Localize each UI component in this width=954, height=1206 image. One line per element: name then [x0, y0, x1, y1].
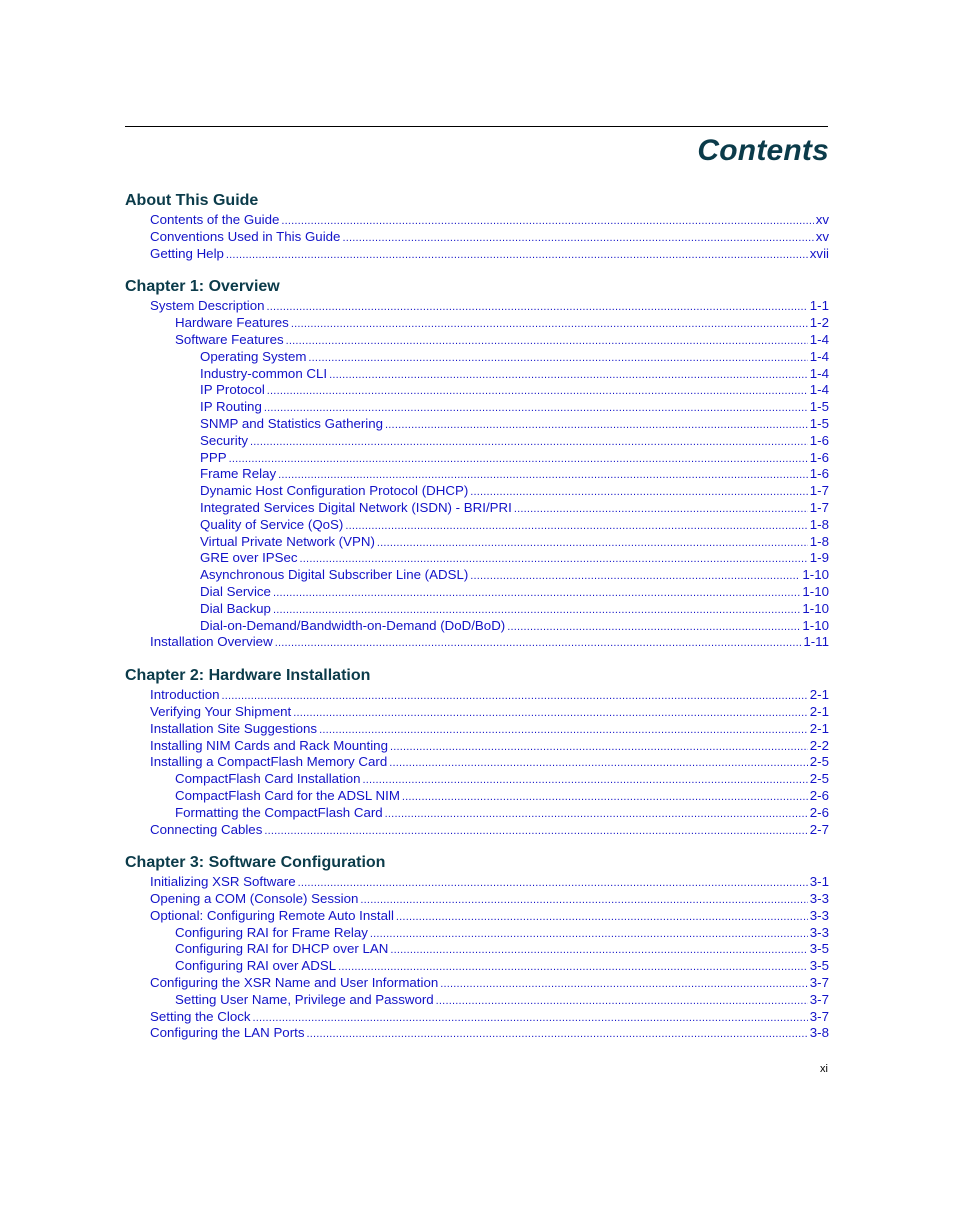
dot-leader [470, 568, 800, 584]
toc-entry-page[interactable]: 3-3 [809, 907, 829, 923]
dot-leader [278, 467, 808, 483]
dot-leader [291, 316, 808, 332]
dot-leader [396, 909, 808, 925]
toc-entry-title[interactable]: Security [200, 432, 249, 448]
dot-leader [402, 789, 808, 805]
toc-entry[interactable] [125, 941, 829, 958]
toc-entry-title[interactable]: Configuring the LAN Ports [150, 1025, 305, 1041]
toc-entry-page[interactable]: 1-11 [803, 634, 829, 650]
toc-entry-page[interactable]: 1-1 [809, 298, 829, 314]
toc-entry[interactable] [125, 788, 829, 805]
toc-entry-title[interactable]: CompactFlash Card Installation [175, 771, 361, 787]
toc-entry-page[interactable]: 2-5 [809, 754, 829, 770]
toc-entry[interactable] [125, 874, 829, 891]
toc-entry-page[interactable]: 1-8 [809, 516, 829, 532]
toc-entry-page[interactable]: 1-6 [809, 449, 829, 465]
page-number: xi [820, 1063, 828, 1075]
toc-entry-title[interactable]: Industry-common CLI [200, 365, 328, 381]
dot-leader [377, 535, 808, 551]
toc-entry[interactable] [125, 246, 829, 263]
toc-entry-page[interactable]: 2-5 [809, 771, 829, 787]
toc-entry[interactable] [125, 550, 829, 567]
toc-entry-title[interactable]: Installing a CompactFlash Memory Card [150, 754, 388, 770]
toc-entry-page[interactable]: 2-6 [809, 804, 829, 820]
toc-entry-title[interactable]: IP Protocol [200, 382, 265, 398]
toc-entry-title[interactable]: Setting the Clock [150, 1008, 251, 1024]
toc-entry-title[interactable]: Hardware Features [175, 315, 289, 331]
toc-entry-title[interactable]: System Description [150, 298, 265, 314]
dot-leader [389, 755, 808, 771]
toc-entry[interactable] [125, 805, 829, 822]
dot-leader [273, 602, 800, 618]
dot-leader [306, 1026, 807, 1042]
dot-leader [390, 739, 808, 755]
toc-entry-page[interactable]: 3-3 [809, 891, 829, 907]
page-title: Contents [697, 134, 829, 167]
dot-leader [267, 383, 808, 399]
dot-leader [264, 823, 807, 839]
toc-entry[interactable] [125, 517, 829, 534]
toc-entry[interactable] [125, 992, 829, 1009]
toc-entry-page[interactable]: 2-1 [809, 687, 829, 703]
toc-entry-page[interactable]: xvii [809, 245, 829, 261]
toc-entry-title[interactable]: Configuring RAI for Frame Relay [175, 924, 368, 940]
dot-leader [267, 299, 808, 315]
toc-entry[interactable] [125, 567, 829, 584]
dot-leader [226, 247, 808, 263]
toc-entry-page[interactable]: 3-8 [809, 1025, 829, 1041]
toc-entry-title[interactable]: Quality of Service (QoS) [200, 516, 344, 532]
dot-leader [514, 501, 808, 517]
dot-leader [436, 993, 808, 1009]
toc-entry-page[interactable]: 3-7 [809, 991, 829, 1007]
toc-entry-title[interactable]: Dial Backup [200, 600, 271, 616]
toc-entry[interactable] [125, 229, 829, 246]
toc-entry-title[interactable]: Setting User Name, Privilege and Password [175, 991, 434, 1007]
toc-entry[interactable] [125, 534, 829, 551]
toc-entry-title[interactable]: Installation Site Suggestions [150, 720, 318, 736]
toc-entry[interactable] [125, 466, 829, 483]
section-heading: Chapter 1: Overview [125, 278, 280, 296]
toc-entry-page[interactable]: 1-2 [809, 315, 829, 331]
toc-entry-page[interactable]: 2-1 [809, 720, 829, 736]
toc-entry-title[interactable]: Installation Overview [150, 634, 273, 650]
toc-entry[interactable] [125, 450, 829, 467]
toc-entry[interactable] [125, 349, 829, 366]
toc-entry[interactable] [125, 908, 829, 925]
toc-entry-title[interactable]: Formatting the CompactFlash Card [175, 804, 383, 820]
toc-entry[interactable] [125, 500, 829, 517]
toc-entry[interactable] [125, 584, 829, 601]
toc-entry-page[interactable]: xv [815, 212, 829, 227]
toc-entry-title[interactable]: Configuring the XSR Name and User Information [150, 975, 439, 991]
toc-entry-page[interactable]: 1-10 [802, 617, 829, 633]
toc-entry-page[interactable]: 1-4 [809, 382, 829, 398]
toc-entry-page[interactable]: 2-1 [809, 703, 829, 719]
dot-leader [360, 892, 807, 908]
toc-entry-title[interactable]: Getting Help [150, 245, 224, 261]
dot-leader [390, 942, 807, 958]
toc-entry-page[interactable]: xv [815, 228, 829, 244]
table-of-contents [125, 190, 829, 1042]
toc-entry-title[interactable]: Initializing XSR Software [150, 874, 296, 890]
toc-entry[interactable] [125, 332, 829, 349]
toc-entry[interactable] [125, 958, 829, 975]
toc-entry-title[interactable]: Virtual Private Network (VPN) [200, 533, 375, 549]
dot-leader [308, 350, 807, 366]
toc-entry[interactable] [125, 771, 829, 788]
toc-entry-page[interactable]: 1-4 [809, 331, 829, 347]
toc-entry-page[interactable]: 1-6 [809, 432, 829, 448]
dot-leader [298, 875, 808, 891]
toc-entry[interactable] [125, 975, 829, 992]
dot-leader [507, 619, 800, 635]
toc-entry-page[interactable]: 1-10 [802, 567, 829, 583]
dot-leader [250, 434, 808, 450]
dot-leader [342, 230, 813, 246]
dot-leader [338, 959, 808, 975]
toc-entry-page[interactable]: 3-1 [809, 874, 829, 890]
toc-entry-page[interactable]: 2-2 [809, 737, 829, 753]
toc-entry-title[interactable]: Dial-on-Demand/Bandwidth-on-Demand (DoD/BoD) [200, 617, 506, 633]
toc-entry-title[interactable]: Verifying Your Shipment [150, 703, 292, 719]
toc-entry-title[interactable]: Integrated Services Digital Network (ISDN) - BRI/PRI [200, 499, 512, 515]
toc-entry-title[interactable]: Frame Relay [200, 466, 277, 482]
toc-entry[interactable] [125, 366, 829, 383]
section-heading: Chapter 3: Software Configuration [125, 854, 386, 872]
toc-entry-title[interactable]: Installing NIM Cards and Rack Mounting [150, 737, 388, 753]
toc-entry-title[interactable]: PPP [200, 449, 227, 465]
dot-leader [363, 772, 808, 788]
dot-leader [319, 722, 808, 738]
toc-entry[interactable] [125, 738, 829, 755]
toc-entry[interactable] [125, 1009, 829, 1026]
toc-entry[interactable] [125, 618, 829, 635]
toc-entry-title[interactable]: Connecting Cables [150, 821, 263, 837]
toc-entry-title[interactable]: Operating System [200, 348, 307, 364]
dot-leader [264, 400, 808, 416]
toc-entry[interactable] [125, 634, 829, 651]
toc-entry-page[interactable]: 1-4 [809, 365, 829, 381]
section-heading: About This Guide [125, 192, 259, 209]
dot-leader [470, 484, 808, 500]
dot-leader [300, 551, 808, 567]
toc-entry-title[interactable]: Optional: Configuring Remote Auto Install [150, 907, 394, 923]
toc-entry-title[interactable]: Opening a COM (Console) Session [150, 891, 359, 907]
toc-entry[interactable] [125, 687, 829, 704]
toc-entry-page[interactable]: 1-5 [809, 399, 829, 415]
toc-entry-page[interactable]: 1-9 [809, 550, 829, 566]
toc-entry-page[interactable]: 1-10 [802, 583, 829, 599]
toc-entry[interactable] [125, 298, 829, 315]
toc-entry-page[interactable]: 3-7 [809, 1008, 829, 1024]
toc-entry[interactable] [125, 382, 829, 399]
dot-leader [253, 1010, 808, 1026]
toc-entry-title[interactable]: Introduction [150, 687, 220, 703]
toc-entry[interactable] [125, 315, 829, 332]
toc-entry[interactable] [125, 754, 829, 771]
dot-leader [440, 976, 808, 992]
toc-entry-title[interactable]: Asynchronous Digital Subscriber Line (ADSL) [200, 567, 469, 583]
toc-entry-title[interactable]: Dial Service [200, 583, 271, 599]
toc-entry-page[interactable]: 3-7 [809, 975, 829, 991]
toc-entry[interactable] [125, 891, 829, 908]
toc-entry-title[interactable]: SNMP and Statistics Gathering [200, 415, 384, 431]
dot-leader [281, 213, 813, 229]
toc-entry[interactable] [125, 433, 829, 450]
toc-entry[interactable] [125, 721, 829, 738]
toc-entry-page[interactable]: 1-10 [802, 600, 829, 616]
dot-leader [370, 926, 808, 942]
toc-entry[interactable] [125, 925, 829, 942]
toc-entry-title[interactable]: Conventions Used in This Guide [150, 228, 341, 244]
toc-entry-page[interactable]: 1-4 [809, 348, 829, 364]
toc-entry[interactable] [125, 822, 829, 839]
toc-entry[interactable] [125, 1025, 829, 1042]
dot-leader [221, 688, 807, 704]
dot-leader [385, 417, 808, 433]
toc-entry-page[interactable]: 1-5 [809, 415, 829, 431]
toc-entry-page[interactable]: 3-3 [809, 924, 829, 940]
toc-entry-title[interactable]: IP Routing [200, 399, 262, 415]
section-heading: Chapter 2: Hardware Installation [125, 667, 371, 685]
toc-entry[interactable] [125, 416, 829, 433]
toc-entry-title[interactable]: GRE over IPSec [200, 550, 298, 566]
top-rule [125, 126, 828, 127]
toc-entry[interactable] [125, 212, 829, 229]
toc-entry-title[interactable]: CompactFlash Card for the ADSL NIM [175, 787, 400, 803]
dot-leader [345, 518, 807, 534]
toc-entry[interactable] [125, 704, 829, 721]
dot-leader [286, 333, 808, 349]
dot-leader [273, 585, 800, 601]
toc-entry-title[interactable]: Software Features [175, 331, 284, 347]
dot-leader [275, 635, 802, 651]
toc-entry-page[interactable]: 3-5 [809, 941, 829, 957]
toc-entry[interactable] [125, 483, 829, 500]
dot-leader [329, 367, 808, 383]
dot-leader [229, 451, 808, 467]
toc-entry[interactable] [125, 399, 829, 416]
toc-entry-page[interactable]: 3-5 [809, 958, 829, 974]
dot-leader [385, 806, 808, 822]
toc-entry-page[interactable]: 1-8 [809, 533, 829, 549]
toc-entry-title[interactable]: Configuring RAI for DHCP over LAN [175, 941, 389, 957]
toc-entry[interactable] [125, 601, 829, 618]
toc-entry-page[interactable]: 2-6 [809, 787, 829, 803]
toc-entry-title[interactable]: Contents of the Guide [150, 212, 280, 227]
toc-entry-page[interactable]: 1-7 [809, 483, 829, 499]
toc-entry-title[interactable]: Configuring RAI over ADSL [175, 958, 337, 974]
toc-entry-page[interactable]: 1-7 [809, 499, 829, 515]
toc-entry-title[interactable]: Dynamic Host Configuration Protocol (DHCP) [200, 483, 469, 499]
dot-leader [293, 705, 808, 721]
toc-entry-page[interactable]: 2-7 [809, 821, 829, 837]
toc-entry-page[interactable]: 1-6 [809, 466, 829, 482]
